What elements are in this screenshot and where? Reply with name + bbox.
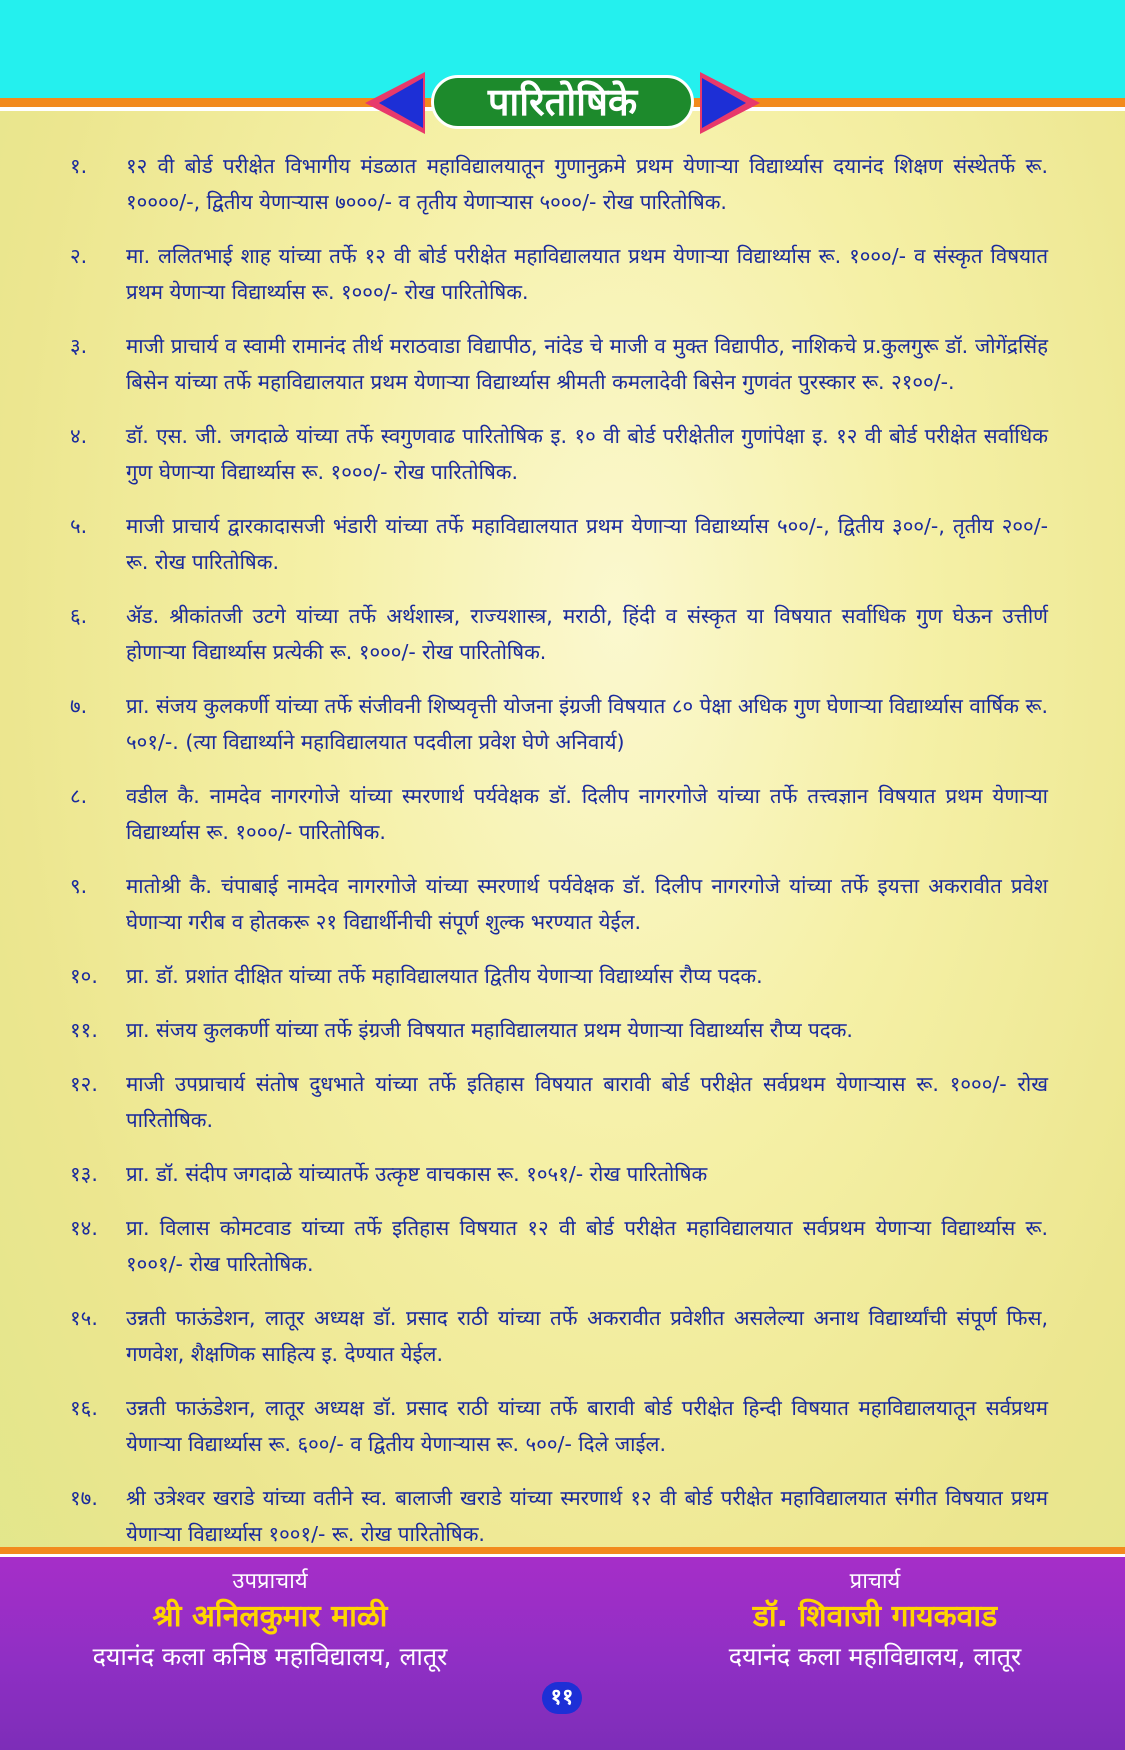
item-number: १०. xyxy=(70,964,98,988)
list-item xyxy=(70,418,1048,490)
item-number: १३. xyxy=(70,1162,98,1186)
item-number: ३. xyxy=(70,334,88,358)
signature-role: प्राचार्य xyxy=(849,1569,901,1594)
signature-principal xyxy=(665,1567,1085,1677)
item-number: ११. xyxy=(70,1018,98,1042)
signature-vice-principal xyxy=(60,1567,480,1677)
item-text: प्रा. डॉ. प्रशांत दीक्षित यांच्या तर्फे महाविद्यालयात द्वितीय येणाऱ्या विद्यार्थ्यास रौप्य पदक. xyxy=(126,964,763,988)
title-banner xyxy=(365,72,760,134)
footer-stripe xyxy=(0,1547,1125,1554)
item-text: प्रा. संजय कुलकर्णी यांच्या तर्फे इंग्रजी विषयात महाविद्यालयात प्रथम येणाऱ्या विद्यार्थ्यास रौप्य पदक. xyxy=(126,1018,853,1042)
item-text: प्रा. डॉ. संदीप जगदाळे यांच्यातर्फे उत्कृष्ट वाचकास रू. १०५१/- रोख पारितोषिक xyxy=(126,1162,708,1186)
prize-list xyxy=(70,148,1048,1570)
list-item xyxy=(70,958,1048,994)
page-title: पारितोषिके xyxy=(431,75,694,129)
list-item xyxy=(70,1390,1048,1462)
signature-role: उपप्राचार्य xyxy=(232,1569,308,1594)
list-item xyxy=(70,1480,1048,1552)
item-number: ९. xyxy=(70,874,88,898)
item-text: मा. ललितभाई शाह यांच्या तर्फे १२ वी बोर्ड परीक्षेत महाविद्यालयात प्रथम येणाऱ्या विद्यार्थ्यास रू. १०००/- व संस्कृत विषयात प्रथम येणाऱ्या विद्यार्थ्यास रू. १०००/- रोख पारितोषिक. xyxy=(126,244,1048,304)
item-number: २. xyxy=(70,244,88,268)
item-text: माजी प्राचार्य व स्वामी रामानंद तीर्थ मराठवाडा विद्यापीठ, नांदेड चे माजी व मुक्त विद्यापीठ, नाशिकचे प्र.कुलगुरू डॉ. जोगेंद्रसिंह बिसेन यांच्या तर्फे महाविद्यालयात प्रथम येणाऱ्या विद्यार्थ्यास श्रीमती कमलादेवी बिसेन गुणवंत पुरस्कार रू. २१००/-. xyxy=(126,334,1048,394)
list-item xyxy=(70,1012,1048,1048)
list-item xyxy=(70,778,1048,850)
item-text: उन्नती फाऊंडेशन, लातूर अध्यक्ष डॉ. प्रसाद राठी यांच्या तर्फे अकरावीत प्रवेशीत असलेल्या अनाथ विद्यार्थ्यांची संपूर्ण फिस, गणवेश, शैक्षणिक साहित्य इ. देण्यात येईल. xyxy=(126,1306,1048,1366)
right-arrow-inner-icon xyxy=(702,78,746,128)
item-number: १२. xyxy=(70,1072,98,1096)
item-text: माजी उपप्राचार्य संतोष दुधभाते यांच्या तर्फे इतिहास विषयात बारावी बोर्ड परीक्षेत सर्वप्रथम येणाऱ्यास रू. १०००/- रोख पारितोषिक. xyxy=(126,1072,1048,1132)
list-item xyxy=(70,508,1048,580)
list-item xyxy=(70,868,1048,940)
list-item xyxy=(70,598,1048,670)
item-number: १. xyxy=(70,154,88,178)
item-number: १५. xyxy=(70,1306,98,1330)
list-item xyxy=(70,148,1048,220)
list-item xyxy=(70,1066,1048,1138)
item-number: ७. xyxy=(70,694,88,718)
signature-college: दयानंद कला कनिष्ठ महाविद्यालय, लातूर xyxy=(92,1642,448,1671)
signature-college: दयानंद कला महाविद्यालय, लातूर xyxy=(728,1642,1022,1671)
item-text: उन्नती फाऊंडेशन, लातूर अध्यक्ष डॉ. प्रसाद राठी यांच्या तर्फे बारावी बोर्ड परीक्षेत हिन्दी विषयात महाविद्यालयातून सर्वप्रथम येणाऱ्या विद्यार्थ्यास रू. ६००/- व द्वितीय येणाऱ्यास रू. ५००/- दिले जाईल. xyxy=(126,1396,1048,1456)
item-text: मातोश्री कै. चंपाबाई नामदेव नागरगोजे यांच्या स्मरणार्थ पर्यवेक्षक डॉ. दिलीप नागरगोजे यांच्या तर्फे इयत्ता अकरावीत प्रवेश घेणाऱ्या गरीब व होतकरू २१ विद्यार्थीनीची संपूर्ण शुल्क भरण्यात येईल. xyxy=(126,874,1048,934)
list-item xyxy=(70,1156,1048,1192)
item-number: ८. xyxy=(70,784,88,808)
item-text: वडील कै. नामदेव नागरगोजे यांच्या स्मरणार्थ पर्यवेक्षक डॉ. दिलीप नागरगोजे यांच्या तर्फे तत्त्वज्ञान विषयात प्रथम येणाऱ्या विद्यार्थ्यास रू. १०००/- पारितोषिक. xyxy=(126,784,1048,844)
item-text: डॉ. एस. जी. जगदाळे यांच्या तर्फे स्वगुणवाढ पारितोषिक इ. १० वी बोर्ड परीक्षेतील गुणांपेक्षा इ. १२ वी बोर्ड परीक्षेत सर्वाधिक गुण घेणाऱ्या विद्यार्थ्यास रू. १०००/- रोख पारितोषिक. xyxy=(126,424,1048,484)
list-item xyxy=(70,238,1048,310)
item-text: प्रा. संजय कुलकर्णी यांच्या तर्फे संजीवनी शिष्यवृत्ती योजना इंग्रजी विषयात ८० पेक्षा अधिक गुण घेणाऱ्या विद्यार्थ्यास वार्षिक रू. ५०१/-. (त्या विद्यार्थ्याने महाविद्यालयात पदवीला प्रवेश घेणे अनिवार्य) xyxy=(126,694,1048,754)
item-number: १७. xyxy=(70,1486,98,1510)
item-text: प्रा. विलास कोमटवाड यांच्या तर्फे इतिहास विषयात १२ वी बोर्ड परीक्षेत महाविद्यालयात सर्वप्रथम येणाऱ्या विद्यार्थ्यास रू. १००१/- रोख पारितोषिक. xyxy=(126,1216,1048,1276)
item-number: ४. xyxy=(70,424,88,448)
item-text: ॲड. श्रीकांतजी उटगे यांच्या तर्फे अर्थशास्त्र, राज्यशास्त्र, मराठी, हिंदी व संस्कृत या विषयात सर्वाधिक गुण घेऊन उत्तीर्ण होणाऱ्या विद्यार्थ्यास प्रत्येकी रू. १०००/- रोख पारितोषिक. xyxy=(126,604,1048,664)
item-text: माजी प्राचार्य द्वारकादासजी भंडारी यांच्या तर्फे महाविद्यालयात प्रथम येणाऱ्या विद्यार्थ्यास ५००/-, द्वितीय ३००/-, तृतीय २००/- रू. रोख पारितोषिक. xyxy=(126,514,1048,574)
list-item xyxy=(70,1210,1048,1282)
item-number: १४. xyxy=(70,1216,98,1240)
list-item xyxy=(70,1300,1048,1372)
footer xyxy=(0,1557,1125,1750)
item-text: श्री उत्रेश्वर खराडे यांच्या वतीने स्व. बालाजी खराडे यांच्या स्मरणार्थ १२ वी बोर्ड परीक्षेत महाविद्यालयात संगीत विषयात प्रथम येणाऱ्या विद्यार्थ्यास १००१/- रू. रोख पारितोषिक. xyxy=(126,1486,1048,1546)
list-item xyxy=(70,328,1048,400)
signature-name: श्री अनिलकुमार माळी xyxy=(152,1599,388,1634)
item-number: ६. xyxy=(70,604,88,628)
signature-name: डॉ. शिवाजी गायकवाड xyxy=(752,1599,998,1634)
list-item xyxy=(70,688,1048,760)
page-number: ११ xyxy=(542,1682,582,1714)
left-arrow-inner-icon xyxy=(379,78,423,128)
item-number: १६. xyxy=(70,1396,98,1420)
item-text: १२ वी बोर्ड परीक्षेत विभागीय मंडळात महाविद्यालयातून गुणानुक्रमे प्रथम येणाऱ्या विद्यार्थ्यास दयानंद शिक्षण संस्थेतर्फे रू. १००००/-, द्वितीय येणाऱ्यास ७०००/- व तृतीय येणाऱ्यास ५०००/- रोख पारितोषिक. xyxy=(126,154,1048,214)
item-number: ५. xyxy=(70,514,88,538)
